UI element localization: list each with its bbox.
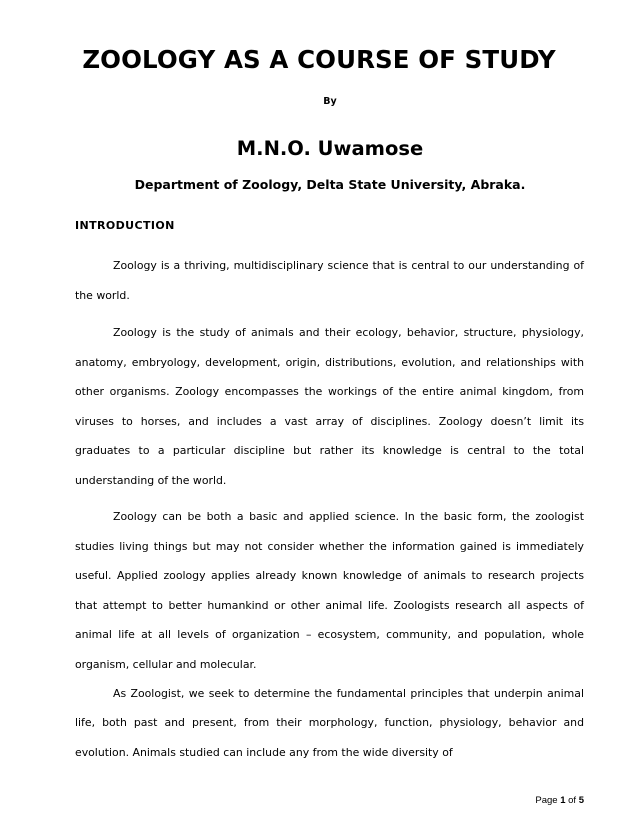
page-word: Page (535, 795, 558, 806)
paragraph-1: Zoology is a thriving, multidisciplinary science that is central to our understanding of the world. (75, 259, 584, 302)
author-name: M.N.O. Uwamose (236, 137, 424, 160)
author-affiliation: Department of Zoology, Delta State University, Abraka. (134, 177, 526, 192)
document-title: ZOOLOGY AS A COURSE OF STUDY (82, 45, 556, 74)
page-total: 5 (578, 795, 584, 806)
paragraph-2: Zoology is the study of animals and their ecology, behavior, structure, physiology, anatomy, embryology, development, origin, distributions, evolution, and relationships with other organisms. Zoology encompasses the workings of the entire animal kingdom, from viruses to horses, and includes a vast array of disciplines. Zoology doesn’t limit its graduates to a particular discipline but rather its knowledge is central to the total understanding of the world. (75, 326, 584, 487)
paragraph-3: Zoology can be both a basic and applied science. In the basic form, the zoologist studies living things but may not consider whether the information gained is immediately useful. Applied zoology applies already known knowledge of animals to research projects that attempt to better humankind or other animal life. Zoologists research all aspects of animal life at all levels of organization – ecosystem, community, and population, whole organism, cellular and molecular. (75, 510, 584, 671)
byline-label: By (323, 96, 337, 107)
section-heading: INTRODUCTION (75, 219, 175, 232)
of-word: of (568, 795, 577, 806)
paragraph-4: As Zoologist, we seek to determine the fundamental principles that underpin animal life, both past and present, from their morphology, function, physiology, behavior and evolution. Animals studied can include any from the wide diversity of (75, 687, 584, 759)
page-number: 1 (560, 795, 566, 806)
page-footer (535, 794, 584, 808)
